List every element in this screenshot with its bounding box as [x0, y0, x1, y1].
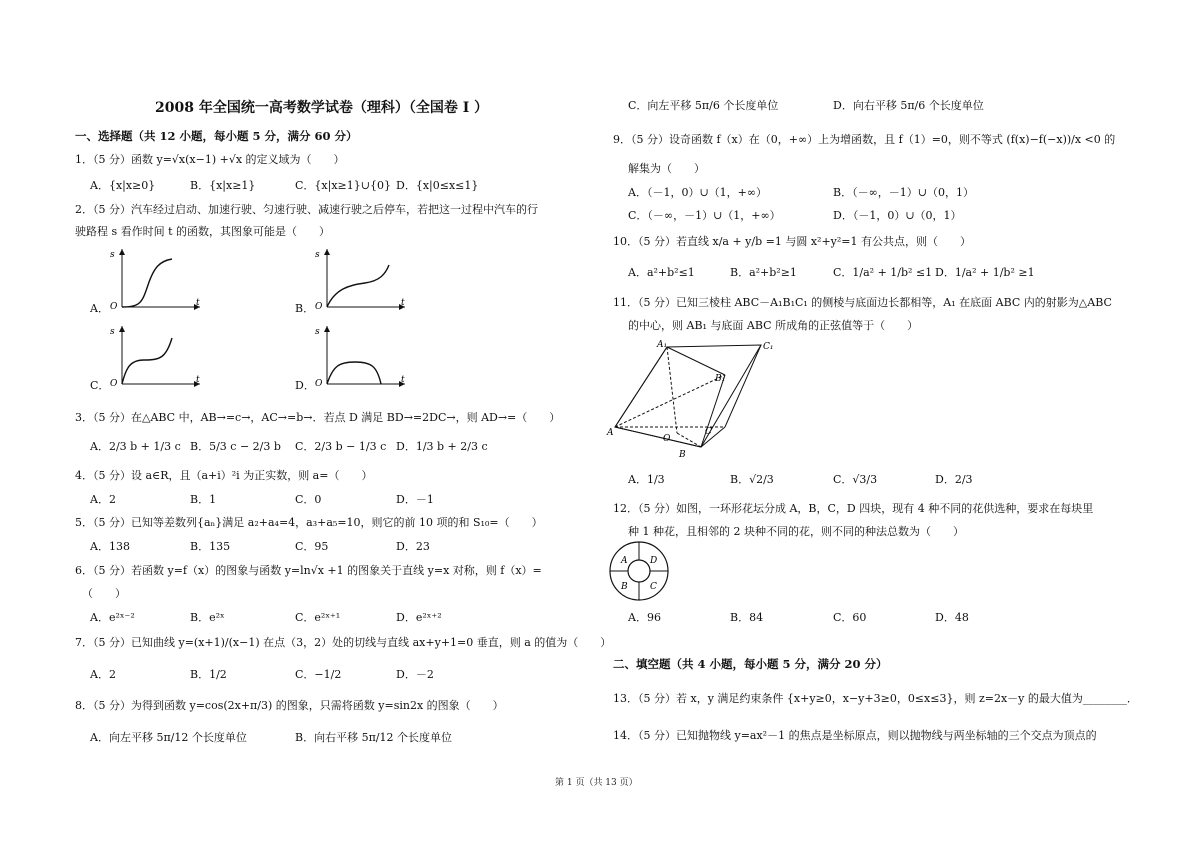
page-title: 2008 年全国统一高考数学试卷（理科）（全国卷 I ）	[155, 100, 489, 116]
q3-option-c: C．2/3 b − 1/3 c	[295, 440, 387, 453]
q12-option-b: B．84	[730, 611, 764, 624]
q4-option-d: D．－1	[396, 493, 434, 506]
q1-option-d: D．{x|0≤x≤1}	[396, 179, 479, 192]
q6-option-a: A．e²ˣ⁻²	[90, 611, 135, 624]
q3-stem: 3．（5 分）在△ABC 中，AB→=c→，AC→=b→．若点 D 满足 BD→=2DC→，则 AD→=（ ）	[75, 411, 561, 424]
q2-stem-line1: 2．（5 分）汽车经过启动、加速行驶、匀速行驶、减速行驶之后停车，若把这一过程中汽车的行	[75, 203, 538, 216]
section-fill-heading: 二、填空题（共 4 小题，每小题 5 分，满分 20 分）	[613, 657, 888, 671]
q11-option-d: D．2/3	[935, 473, 973, 486]
q4-option-a: A．2	[90, 493, 116, 506]
q7-option-c: C．−1/2	[295, 668, 342, 681]
q7-option-b: B．1/2	[190, 668, 227, 681]
q9-option-c: C．（－∞，－1）∪（1，+∞）	[628, 209, 781, 222]
section-choice-heading: 一、选择题（共 12 小题，每小题 5 分，满分 60 分）	[75, 129, 358, 143]
svg-text:A: A	[607, 428, 614, 438]
q2a-origin: O	[110, 302, 118, 312]
q5-stem: 5．（5 分）已知等差数列{aₙ}满足 a₂+a₄=4，a₃+a₅=10，则它的前 10 项的和 S₁₀=（ ）	[75, 516, 543, 529]
q5-option-d: D．23	[396, 540, 430, 553]
q10-option-d: D．1/a² + 1/b² ≥1	[935, 266, 1035, 279]
q9-option-d: D．（－1，0）∪（0，1）	[833, 209, 962, 222]
q4-option-b: B．1	[190, 493, 217, 506]
q7-option-a: A．2	[90, 668, 116, 681]
q2a-axis-t: t	[196, 298, 200, 308]
q6-option-d: D．e²ˣ⁺²	[396, 611, 442, 624]
q2-option-b: B．	[295, 302, 315, 315]
q6-stem-line2: （ ）	[82, 587, 126, 600]
svg-text:A: A	[621, 556, 628, 566]
q2-graph-d	[305, 322, 410, 392]
q8-option-a: A．向左平移 5π/12 个长度单位	[90, 731, 247, 744]
q5-option-c: C．95	[295, 540, 329, 553]
svg-text:D: D	[650, 556, 658, 566]
q2-graph-b	[305, 245, 410, 315]
q1-option-a: A．{x|x≥0}	[90, 179, 156, 192]
svg-text:B₁: B₁	[715, 374, 726, 384]
q7-stem: 7．（5 分）已知曲线 y=(x+1)/(x−1) 在点（3，2）处的切线与直线 ax+y+1=0 垂直，则 a 的值为（ ）	[75, 636, 612, 649]
q9-option-a: A．（－1，0）∪（1，+∞）	[628, 186, 768, 199]
q2c-origin: O	[110, 379, 118, 389]
q2-stem-line2: 驶路程 s 看作时间 t 的函数，其图象可能是（ ）	[75, 225, 331, 238]
q9-stem-line2: 解集为（ ）	[628, 162, 705, 175]
q2-option-a: A．	[90, 302, 109, 315]
svg-text:B: B	[679, 450, 686, 460]
q8-option-b: B．向右平移 5π/12 个长度单位	[295, 731, 453, 744]
q11-option-a: A．1/3	[628, 473, 665, 486]
svg-text:C₁: C₁	[763, 342, 774, 352]
q6-option-c: C．e²ˣ⁺¹	[295, 611, 341, 624]
q2d-axis-t: t	[401, 375, 405, 385]
q11-option-c: C．√3/3	[833, 473, 878, 486]
q2d-origin: O	[315, 379, 323, 389]
q6-option-b: B．e²ˣ	[190, 611, 225, 624]
q2d-axis-s: s	[315, 327, 320, 337]
q4-stem: 4．（5 分）设 a∈R，且（a+i）²i 为正实数，则 a=（ ）	[75, 469, 373, 482]
q10-option-a: A．a²+b²≤1	[628, 266, 695, 279]
q1-option-c: C．{x|x≥1}∪{0}	[295, 179, 391, 192]
q3-option-a: A．2/3 b + 1/3 c	[90, 440, 181, 453]
q7-option-d: D．－2	[396, 668, 434, 681]
q13-stem: 13．（5 分）若 x，y 满足约束条件 {x+y≥0，x−y+3≥0，0≤x≤3}，则 z=2x－y 的最大值为________．	[613, 692, 1138, 705]
q12-ring-figure	[608, 540, 670, 602]
q9-option-b: B．（－∞，－1）∪（0，1）	[833, 186, 974, 199]
q11-option-b: B．√2/3	[730, 473, 774, 486]
q6-stem-line1: 6．（5 分）若函数 y=f（x）的图象与函数 y=ln√x +1 的图象关于直线 y=x 对称，则 f（x）=	[75, 564, 542, 577]
q12-stem-line2: 种 1 种花，且相邻的 2 块种不同的花，则不同的种法总数为（ ）	[628, 525, 964, 538]
q12-stem-line1: 12．（5 分）如图，一环形花坛分成 A，B，C，D 四块，现有 4 种不同的花供选种，要求在每块里	[613, 502, 1094, 515]
q5-option-a: A．138	[90, 540, 130, 553]
q2c-axis-s: s	[110, 327, 115, 337]
q8-option-c: C．向左平移 5π/6 个长度单位	[628, 99, 779, 112]
q2c-axis-t: t	[196, 375, 200, 385]
q2b-origin: O	[315, 302, 323, 312]
svg-text:B: B	[621, 582, 628, 592]
q2-graph-c	[100, 322, 205, 392]
q2b-axis-s: s	[315, 250, 320, 260]
svg-text:O: O	[663, 434, 671, 444]
q10-option-b: B．a²+b²≥1	[730, 266, 797, 279]
q1-option-b: B．{x|x≥1}	[190, 179, 256, 192]
q5-option-b: B．135	[190, 540, 231, 553]
q2-option-c: C．	[90, 379, 110, 392]
svg-text:C: C	[705, 427, 712, 437]
page-footer: 第 1 页（共 13 页）	[555, 778, 638, 788]
q4-option-c: C．0	[295, 493, 322, 506]
q9-stem-line1: 9．（5 分）设奇函数 f（x）在（0，+∞）上为增函数，且 f（1）=0，则不等式 (f(x)−f(−x))/x <0 的	[613, 133, 1116, 146]
q10-option-c: C．1/a² + 1/b² ≤1	[833, 266, 933, 279]
q2b-axis-t: t	[401, 298, 405, 308]
q3-option-d: D．1/3 b + 2/3 c	[396, 440, 488, 453]
q12-option-d: D．48	[935, 611, 969, 624]
q11-prism-figure	[605, 335, 780, 460]
q2-option-d: D．	[295, 379, 315, 392]
svg-text:C: C	[650, 582, 657, 592]
q1-stem: 1．（5 分）函数 y=√x(x−1) +√x 的定义域为（ ）	[75, 153, 345, 166]
q8-option-d: D．向右平移 5π/6 个长度单位	[833, 99, 984, 112]
q11-stem-line2: 的中心，则 AB₁ 与底面 ABC 所成角的正弦值等于（ ）	[628, 319, 919, 332]
q11-stem-line1: 11．（5 分）已知三棱柱 ABC－A₁B₁C₁ 的侧棱与底面边长都相等，A₁ 在底面 ABC 内的射影为△ABC	[613, 296, 1112, 309]
q2-graph-a	[100, 245, 205, 315]
q3-option-b: B．5/3 c − 2/3 b	[190, 440, 281, 453]
q12-option-c: C．60	[833, 611, 867, 624]
q2a-axis-s: s	[110, 250, 115, 260]
q12-option-a: A．96	[628, 611, 661, 624]
q8-stem: 8．（5 分）为得到函数 y=cos(2x+π/3) 的图象，只需将函数 y=sin2x 的图象（ ）	[75, 699, 504, 712]
svg-text:A₁: A₁	[657, 340, 668, 350]
q10-stem: 10．（5 分）若直线 x/a + y/b =1 与圆 x²+y²=1 有公共点，则（ ）	[613, 235, 971, 248]
q14-stem: 14．（5 分）已知抛物线 y=ax²－1 的焦点是坐标原点，则以抛物线与两坐标轴的三个交点为顶点的	[613, 729, 1097, 742]
